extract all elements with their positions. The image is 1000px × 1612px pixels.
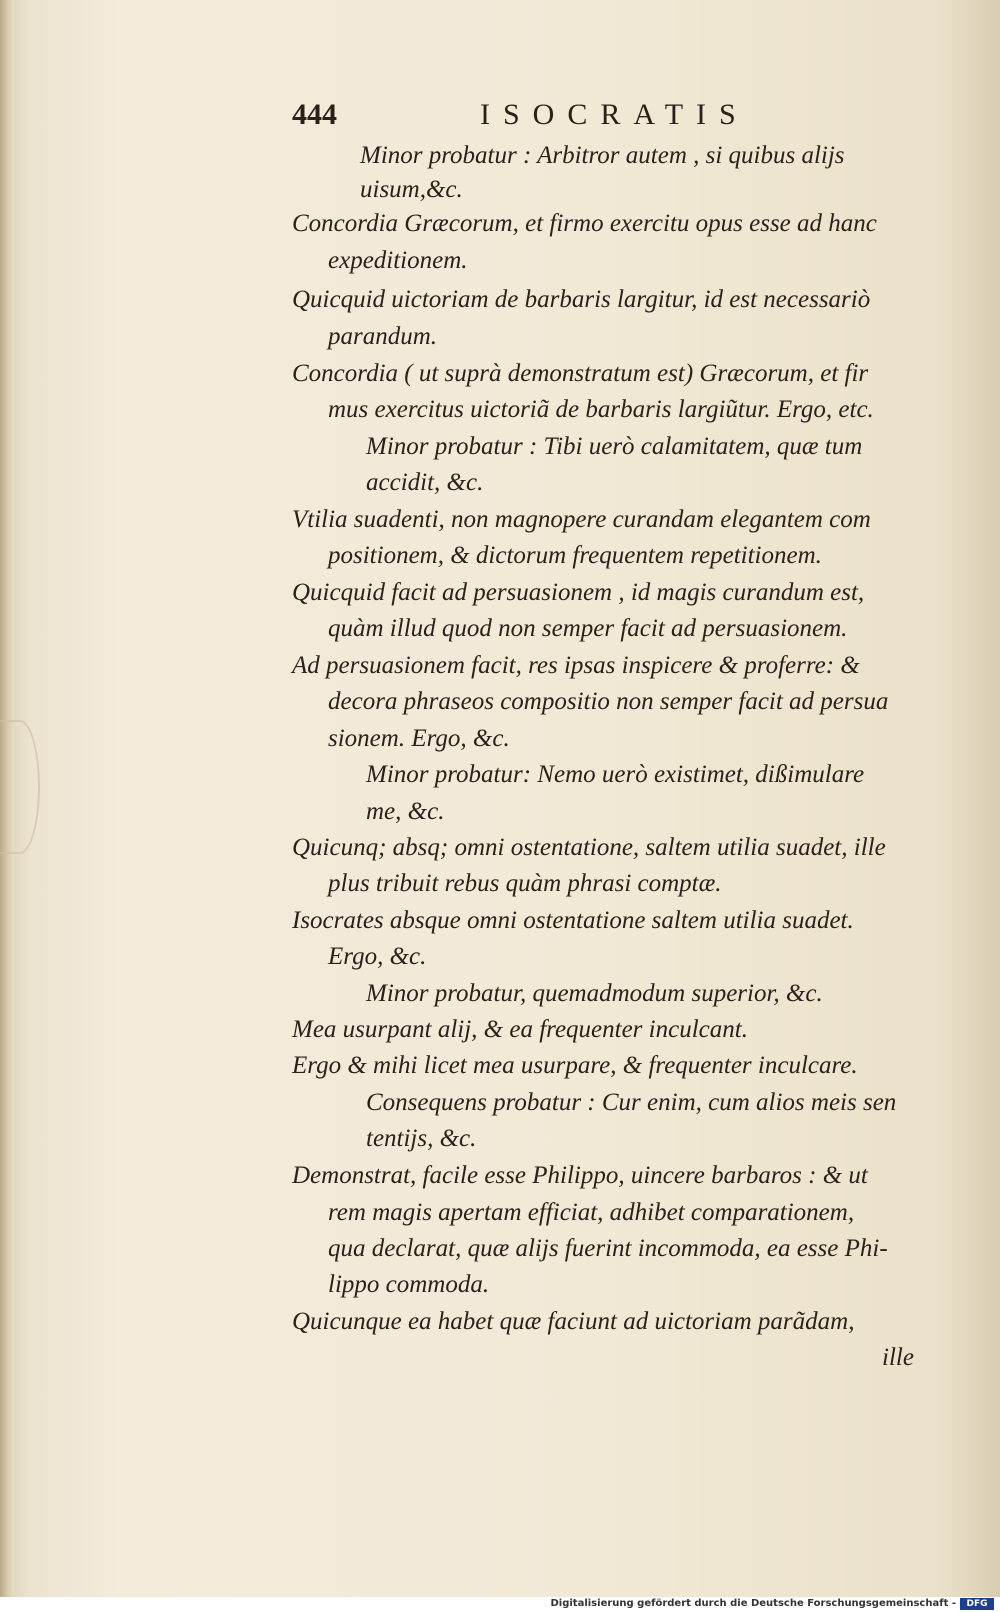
binding-thread: [0, 720, 40, 854]
text-line: lippo commoda.: [328, 1271, 490, 1298]
text-line: Minor probatur, quemadmodum superior, &c.: [366, 980, 823, 1007]
text-line: Quicunq; absq; omni ostentatione, saltem utilia suadet, ille: [292, 834, 886, 861]
digitization-credit: Digitalisierung gefördert durch die Deutsche Forschungsgemeinschaft -: [550, 1598, 956, 1609]
text-line: Quicunque ea habet quæ faciunt ad uictoriam parãdam,: [292, 1308, 855, 1335]
text-line: Ergo & mihi licet mea usurpare, & frequenter inculcare.: [292, 1052, 858, 1079]
text-line: Consequens probatur : Cur enim, cum alios meis sen: [366, 1089, 897, 1116]
text-line: accidit, &c.: [366, 469, 484, 496]
text-line: Concordia Græcorum, et firmo exercitu opus esse ad hanc: [292, 210, 877, 237]
text-line: Demonstrat, facile esse Philippo, uincere barbaros : & ut: [292, 1162, 868, 1189]
text-line: expeditionem.: [328, 247, 468, 274]
running-header: [292, 98, 932, 138]
text-line: Ad persuasionem facit, res ipsas inspicere & proferre: &: [292, 652, 860, 679]
catchword: ille: [882, 1344, 914, 1371]
text-line: me, &c.: [366, 798, 445, 825]
text-line: plus tribuit rebus quàm phrasi comptæ.: [328, 870, 722, 897]
text-line: uisum,&c.: [360, 176, 463, 203]
footer-bar: [0, 1597, 1000, 1612]
text-line: Minor probatur: Nemo uerò existimet, dißimulare: [366, 761, 865, 788]
text-line: Concordia ( ut suprà demonstratum est) Græcorum, et fir: [292, 360, 869, 387]
text-line: Vtilia suadenti, non magnopere curandam elegantem com: [292, 506, 871, 533]
text-line: Minor probatur : Tibi uerò calamitatem, quæ tum: [366, 433, 863, 460]
text-line: Minor probatur : Arbitror autem , si quibus alijs: [360, 142, 845, 169]
text-line: Mea usurpant alij, & ea frequenter inculcant.: [292, 1016, 748, 1043]
text-line: mus exercitus uictoriã de barbaris largiũtur. Ergo, etc.: [328, 396, 874, 423]
text-line: Ergo, &c.: [328, 943, 427, 970]
text-line: quàm illud quod non semper facit ad persuasionem.: [328, 615, 848, 642]
dfg-logo-icon: DFG: [960, 1598, 994, 1610]
text-line: Quicquid facit ad persuasionem , id magis curandum est,: [292, 579, 865, 606]
page-number: 444: [292, 98, 337, 131]
text-line: decora phraseos compositio non semper facit ad persua: [328, 688, 889, 715]
text-line: parandum.: [328, 323, 438, 350]
text-line: Quicquid uictoriam de barbaris largitur, id est necessariò: [292, 286, 871, 313]
text-line: tentijs, &c.: [366, 1125, 477, 1152]
running-title: ISOCRATIS: [480, 98, 749, 131]
text-line: sionem. Ergo, &c.: [328, 725, 510, 752]
text-line: qua declarat, quæ alijs fuerint incommoda, ea esse Phi-: [328, 1235, 888, 1262]
text-line: rem magis apertam efficiat, adhibet comparationem,: [328, 1199, 855, 1226]
text-line: positionem, & dictorum frequentem repetitionem.: [328, 542, 822, 569]
text-line: Isocrates absque omni ostentatione saltem utilia suadet.: [292, 907, 854, 934]
